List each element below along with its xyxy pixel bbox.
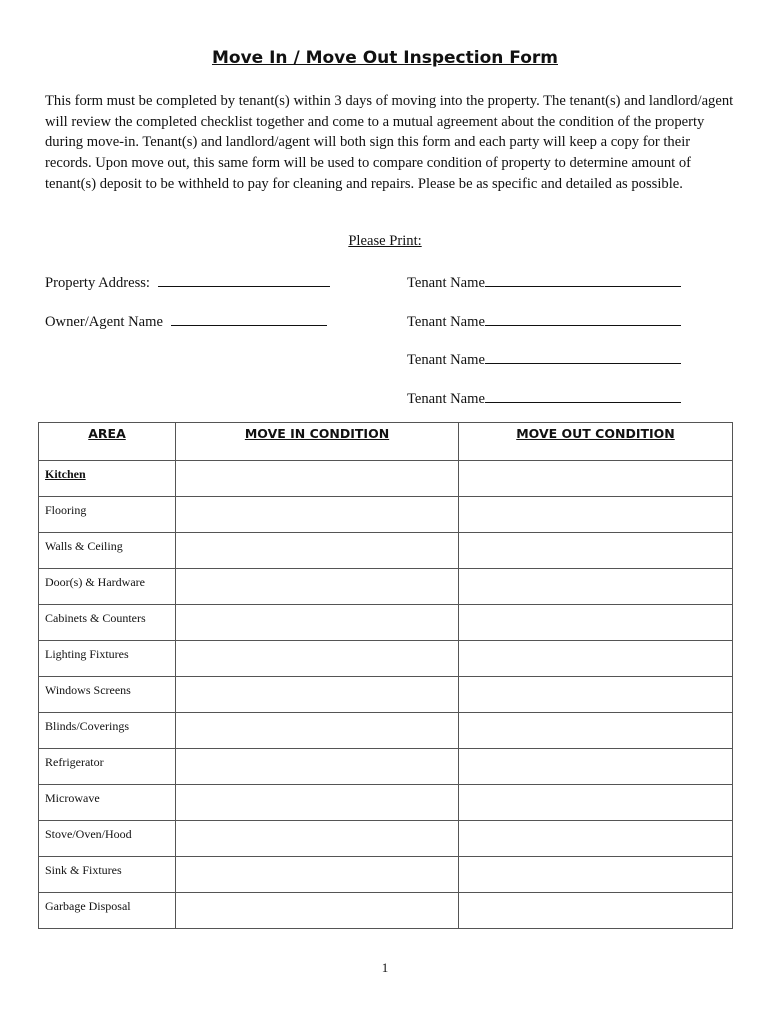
owner-agent-field xyxy=(45,311,327,331)
table-row-kitchen xyxy=(39,461,733,497)
table-row xyxy=(39,641,733,677)
move-out-cell[interactable] xyxy=(459,785,733,821)
area-cell xyxy=(39,461,176,497)
tenant-name-label-2: Tenant Name xyxy=(407,314,485,330)
table-row xyxy=(39,533,733,569)
table-row xyxy=(39,749,733,785)
move-out-cell[interactable] xyxy=(459,749,733,785)
table-row xyxy=(39,785,733,821)
area-cell xyxy=(39,605,176,641)
move-out-cell[interactable] xyxy=(459,821,733,857)
move-in-cell[interactable] xyxy=(176,569,459,605)
move-in-cell[interactable] xyxy=(176,641,459,677)
move-out-cell[interactable] xyxy=(459,641,733,677)
move-in-cell[interactable] xyxy=(176,893,459,929)
tenant-name-field-3 xyxy=(407,349,681,369)
area-label: Microwave xyxy=(45,791,100,805)
tenant-name-label-3: Tenant Name xyxy=(407,352,485,368)
move-out-cell[interactable] xyxy=(459,893,733,929)
move-out-cell[interactable] xyxy=(459,713,733,749)
please-print-label: Please Print: xyxy=(348,233,422,249)
area-label: Windows Screens xyxy=(45,683,131,697)
tenant-name-line-4[interactable] xyxy=(485,388,681,403)
move-in-cell[interactable] xyxy=(176,713,459,749)
tenant-name-field-4 xyxy=(407,388,681,408)
tenant-name-line-1[interactable] xyxy=(485,272,681,287)
move-in-cell[interactable] xyxy=(176,857,459,893)
move-in-cell[interactable] xyxy=(176,677,459,713)
area-cell xyxy=(39,785,176,821)
property-address-line[interactable] xyxy=(158,272,330,287)
area-cell xyxy=(39,677,176,713)
area-cell xyxy=(39,713,176,749)
tenant-name-label-1: Tenant Name xyxy=(407,275,485,291)
form-title: Move In / Move Out Inspection Form xyxy=(211,48,558,68)
table-row xyxy=(39,893,733,929)
area-cell xyxy=(39,857,176,893)
area-label: Stove/Oven/Hood xyxy=(45,827,132,841)
table-row xyxy=(39,605,733,641)
area-label: Garbage Disposal xyxy=(45,899,131,913)
tenant-name-line-2[interactable] xyxy=(485,311,681,326)
area-cell xyxy=(39,749,176,785)
move-in-cell[interactable] xyxy=(176,461,459,497)
table-row xyxy=(39,569,733,605)
move-out-cell[interactable] xyxy=(459,569,733,605)
kitchen-section-label: Kitchen xyxy=(45,467,86,481)
area-label: Refrigerator xyxy=(45,755,104,769)
move-in-header: MOVE IN CONDITION xyxy=(176,423,459,461)
move-in-cell[interactable] xyxy=(176,533,459,569)
page-number: 1 xyxy=(381,960,389,975)
move-out-cell[interactable] xyxy=(459,605,733,641)
move-out-cell[interactable] xyxy=(459,461,733,497)
area-label: Flooring xyxy=(45,503,87,517)
area-cell xyxy=(39,641,176,677)
table-row xyxy=(39,713,733,749)
area-cell xyxy=(39,497,176,533)
area-label: Walls & Ceiling xyxy=(45,539,123,553)
move-out-cell[interactable] xyxy=(459,857,733,893)
area-label: Sink & Fixtures xyxy=(45,863,122,877)
move-out-cell[interactable] xyxy=(459,533,733,569)
table-header-row xyxy=(39,423,733,461)
table-row xyxy=(39,677,733,713)
tenant-name-label-4: Tenant Name xyxy=(407,391,485,407)
move-in-cell[interactable] xyxy=(176,749,459,785)
area-header: AREA xyxy=(39,423,176,461)
area-cell xyxy=(39,893,176,929)
move-out-header: MOVE OUT CONDITION xyxy=(459,423,733,461)
inspection-table xyxy=(38,422,733,929)
property-address-label: Property Address: xyxy=(45,275,150,291)
table-row xyxy=(39,497,733,533)
property-address-field xyxy=(45,272,330,292)
area-label: Cabinets & Counters xyxy=(45,611,146,625)
tenant-name-line-3[interactable] xyxy=(485,349,681,364)
move-in-cell[interactable] xyxy=(176,605,459,641)
area-cell xyxy=(39,569,176,605)
tenant-name-field-1 xyxy=(407,272,681,292)
move-out-cell[interactable] xyxy=(459,677,733,713)
move-out-cell[interactable] xyxy=(459,497,733,533)
tenant-name-field-2 xyxy=(407,311,681,331)
table-row xyxy=(39,857,733,893)
area-label: Lighting Fixtures xyxy=(45,647,129,661)
area-cell xyxy=(39,821,176,857)
form-instructions: This form must be completed by tenant(s) within 3 days of moving into the property. The tenant(s) and landlord/agent will review the completed checklist together and come to a mutual agreement about the condition of the property during move-in. Tenant(s) and landlord/agent will both sign this form and each party will keep a copy for their records. Upon move out, this same form will be used to compare condition of property to determine amount of tenant(s) deposit to be withheld to pay for cleaning and repairs. Please be as specific and detailed as possible. xyxy=(45,93,734,192)
owner-agent-line[interactable] xyxy=(171,311,327,326)
owner-agent-label: Owner/Agent Name xyxy=(45,314,163,330)
area-label: Door(s) & Hardware xyxy=(45,575,145,589)
move-in-cell[interactable] xyxy=(176,821,459,857)
area-label: Blinds/Coverings xyxy=(45,719,130,733)
area-cell xyxy=(39,533,176,569)
move-in-cell[interactable] xyxy=(176,785,459,821)
table-row xyxy=(39,821,733,857)
move-in-cell[interactable] xyxy=(176,497,459,533)
